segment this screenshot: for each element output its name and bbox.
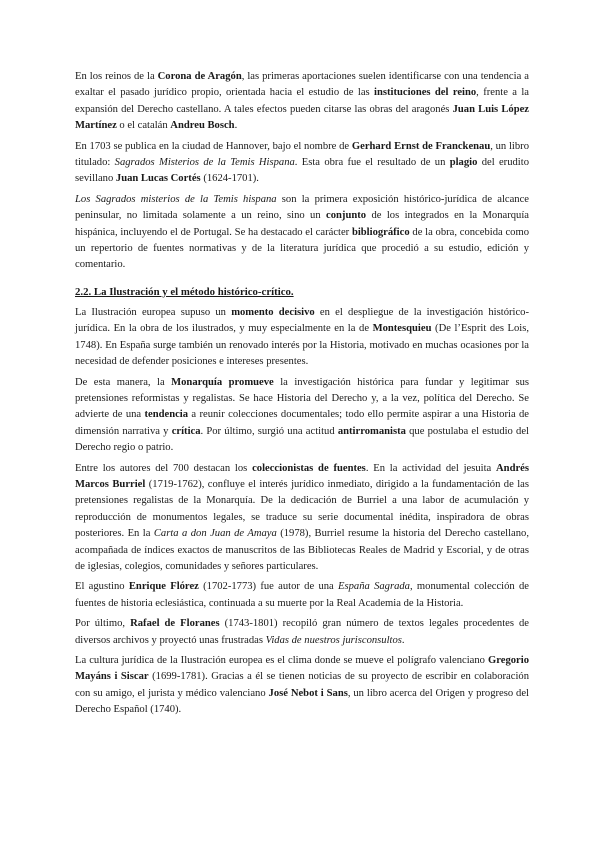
text-run: , frente a la expansión del Derecho castellano. A tales efectos pueden citarse las obras del aragonés xyxy=(75,87,529,115)
text-run: (1702-1773) fue autor de una xyxy=(198,581,339,593)
text-run: . xyxy=(234,120,238,132)
section-heading: 2.2. La Ilustración y el método histórico-crítico. xyxy=(75,285,294,298)
text-run: En los reinos de la xyxy=(75,71,158,82)
text-run: (De l’Esprit des Lois, 1748). En España surge también un renovado interés por la Historia, motivado en muchas ocasiones por la necesidad de defender posiciones e intereses presentes. xyxy=(75,323,529,368)
text-run: La Ilustración europea supuso un xyxy=(75,306,232,318)
text-run: del erudito sevillano xyxy=(75,157,529,185)
text-run: de la obra, concebida como un repertorio de fuentes normativas y de la literatura jurídica que procedió a su estudio, edición y comentario. xyxy=(75,226,529,271)
text-run: de los integrados en la Monarquía hispánica, incluyendo el de Portugal. Se ha destacado el carácter xyxy=(75,210,529,238)
bold-term: Andreu Bosch xyxy=(170,120,235,132)
italic-title: Sagrados Misterios de la Temis Hispana xyxy=(114,157,295,169)
text-run: . Esta obra fue el resultado de un xyxy=(294,157,450,169)
bold-term: José Nebot i Sans xyxy=(268,687,348,699)
bold-term: Gregorio Mayáns i Siscar xyxy=(75,655,529,683)
text-run: De esta manera, la xyxy=(75,376,172,388)
paragraph-burriel xyxy=(75,461,529,576)
bold-term: Juan Luis López Martínez xyxy=(75,103,530,132)
text-run: . xyxy=(401,634,405,646)
bold-term: bibliográfico xyxy=(351,226,410,238)
paragraph-temis-hispana xyxy=(75,192,529,274)
bold-term: Andrés Marcos Burriel xyxy=(75,462,529,490)
text-run: a reunir colecciones documentales; todo ello permite aspirar a una Historia de dimensión narrativa y xyxy=(75,409,529,437)
text-run: son la primera exposición histórico-jurídica de alcance peninsular, no limitada solamente a un reino, sino un xyxy=(75,193,529,222)
text-run: El agustino xyxy=(75,581,129,593)
text-run: , las primeras aportaciones suelen identificarse con una tendencia a exaltar el pasado jurídico propio, orientada hacia el estudio de las xyxy=(75,71,529,99)
text-run: que postulaba el estudio del Derecho regio o patrio. xyxy=(75,425,530,454)
text-run: Entre los autores del 700 destacan los xyxy=(75,462,253,474)
bold-term: Montesquieu xyxy=(372,323,432,335)
text-run: En 1703 se publica en la ciudad de Hannover, bajo el nombre de xyxy=(75,140,352,152)
text-run: (1743-1801) recopiló gran número de textos legales procedentes de diversos archivos y proyectó unas frustradas xyxy=(75,618,529,646)
text-run: o el catalán xyxy=(116,120,171,132)
text-run: La cultura jurídica de la Ilustración europea es el clima donde se mueve el polígrafo valenciano xyxy=(75,655,488,666)
bold-term: crítica xyxy=(171,425,201,437)
paragraph-ilustracion xyxy=(75,305,529,371)
text-run: (1978), Burriel resume la historia del Derecho castellano, acompañada de índices exactos de manuscritos de las Bibliotecas Reales de Madrid y Escorial, y de otras de iglesias, colegios, comunidades y señores particulares. xyxy=(75,528,529,572)
bold-term: Gerhard Ernst de Franckenau xyxy=(351,140,491,152)
italic-title: Los Sagrados misterios de la Temis hispana xyxy=(75,193,277,205)
bold-term: Corona de Aragón xyxy=(157,71,242,82)
bold-term: instituciones del reino xyxy=(374,87,477,99)
bold-term: coleccionistas de fuentes xyxy=(252,462,366,474)
bold-term: plagio xyxy=(449,157,478,169)
text-run: en el despliegue de la investigación histórico-jurídica. En la obra de los ilustrados, y muy especialmente en la de xyxy=(75,306,529,335)
bold-term: Monarquía promueve xyxy=(171,376,274,388)
italic-title: Carta a don Juan de Amaya xyxy=(153,528,277,540)
text-run: . Por último, surgió una actitud xyxy=(200,425,338,437)
text-run: , monumental colección de fuentes de historia eclesiástica, continuada a su muerte por la Real Academia de la Historia. xyxy=(75,581,529,609)
paragraph-franckenau xyxy=(75,139,529,188)
paragraph-floranes xyxy=(75,616,529,649)
paragraph-corona-aragon xyxy=(75,69,529,135)
text-run: (1624-1701). xyxy=(200,173,259,185)
bold-term: tendencia xyxy=(144,409,189,421)
italic-title: Vidas de nuestros jurisconsultos xyxy=(265,634,402,646)
bold-term: Enrique Flórez xyxy=(128,581,199,593)
text-run: , un libro acerca del Origen y progreso del Derecho Español (1740). xyxy=(75,687,529,716)
bold-term: momento decisivo xyxy=(231,306,315,318)
paragraph-mayans xyxy=(75,653,529,719)
paragraph-florez xyxy=(75,579,529,612)
paragraph-monarquia xyxy=(75,375,529,457)
text-run: . En la actividad del jesuita xyxy=(365,462,497,474)
bold-term: conjunto xyxy=(326,210,367,222)
text-run: Por último, xyxy=(75,618,131,630)
text-run: (1719-1762), confluye el interés jurídico inmediato, dirigido a la fundamentación de las pretensiones regalistas de la Monarquía. De la dedicación de Burriel a una labor de acumulación y reproducción de monumentos legales, se traduce su serie documental inédita, inspiradora de obras posteriores. En la xyxy=(75,478,530,540)
italic-title: España Sagrada xyxy=(338,581,410,593)
bold-term: Rafael de Floranes xyxy=(130,618,220,630)
text-run: la investigación histórica para fundar y legitimar sus pretensiones reformistas y regalistas. Se hace Historia del Derecho y, a la vez, política del Derecho. Se advierte de una xyxy=(75,376,529,421)
bold-term: Juan Lucas Cortés xyxy=(115,173,201,185)
text-run: (1699-1781). Gracias a él se tienen noticias de su proyecto de escribir en colaboración con su amigo, el jurista y médico valenciano xyxy=(75,671,529,699)
text-run: , un libro titulado: xyxy=(75,140,529,169)
bold-term: antirromanista xyxy=(337,425,406,437)
